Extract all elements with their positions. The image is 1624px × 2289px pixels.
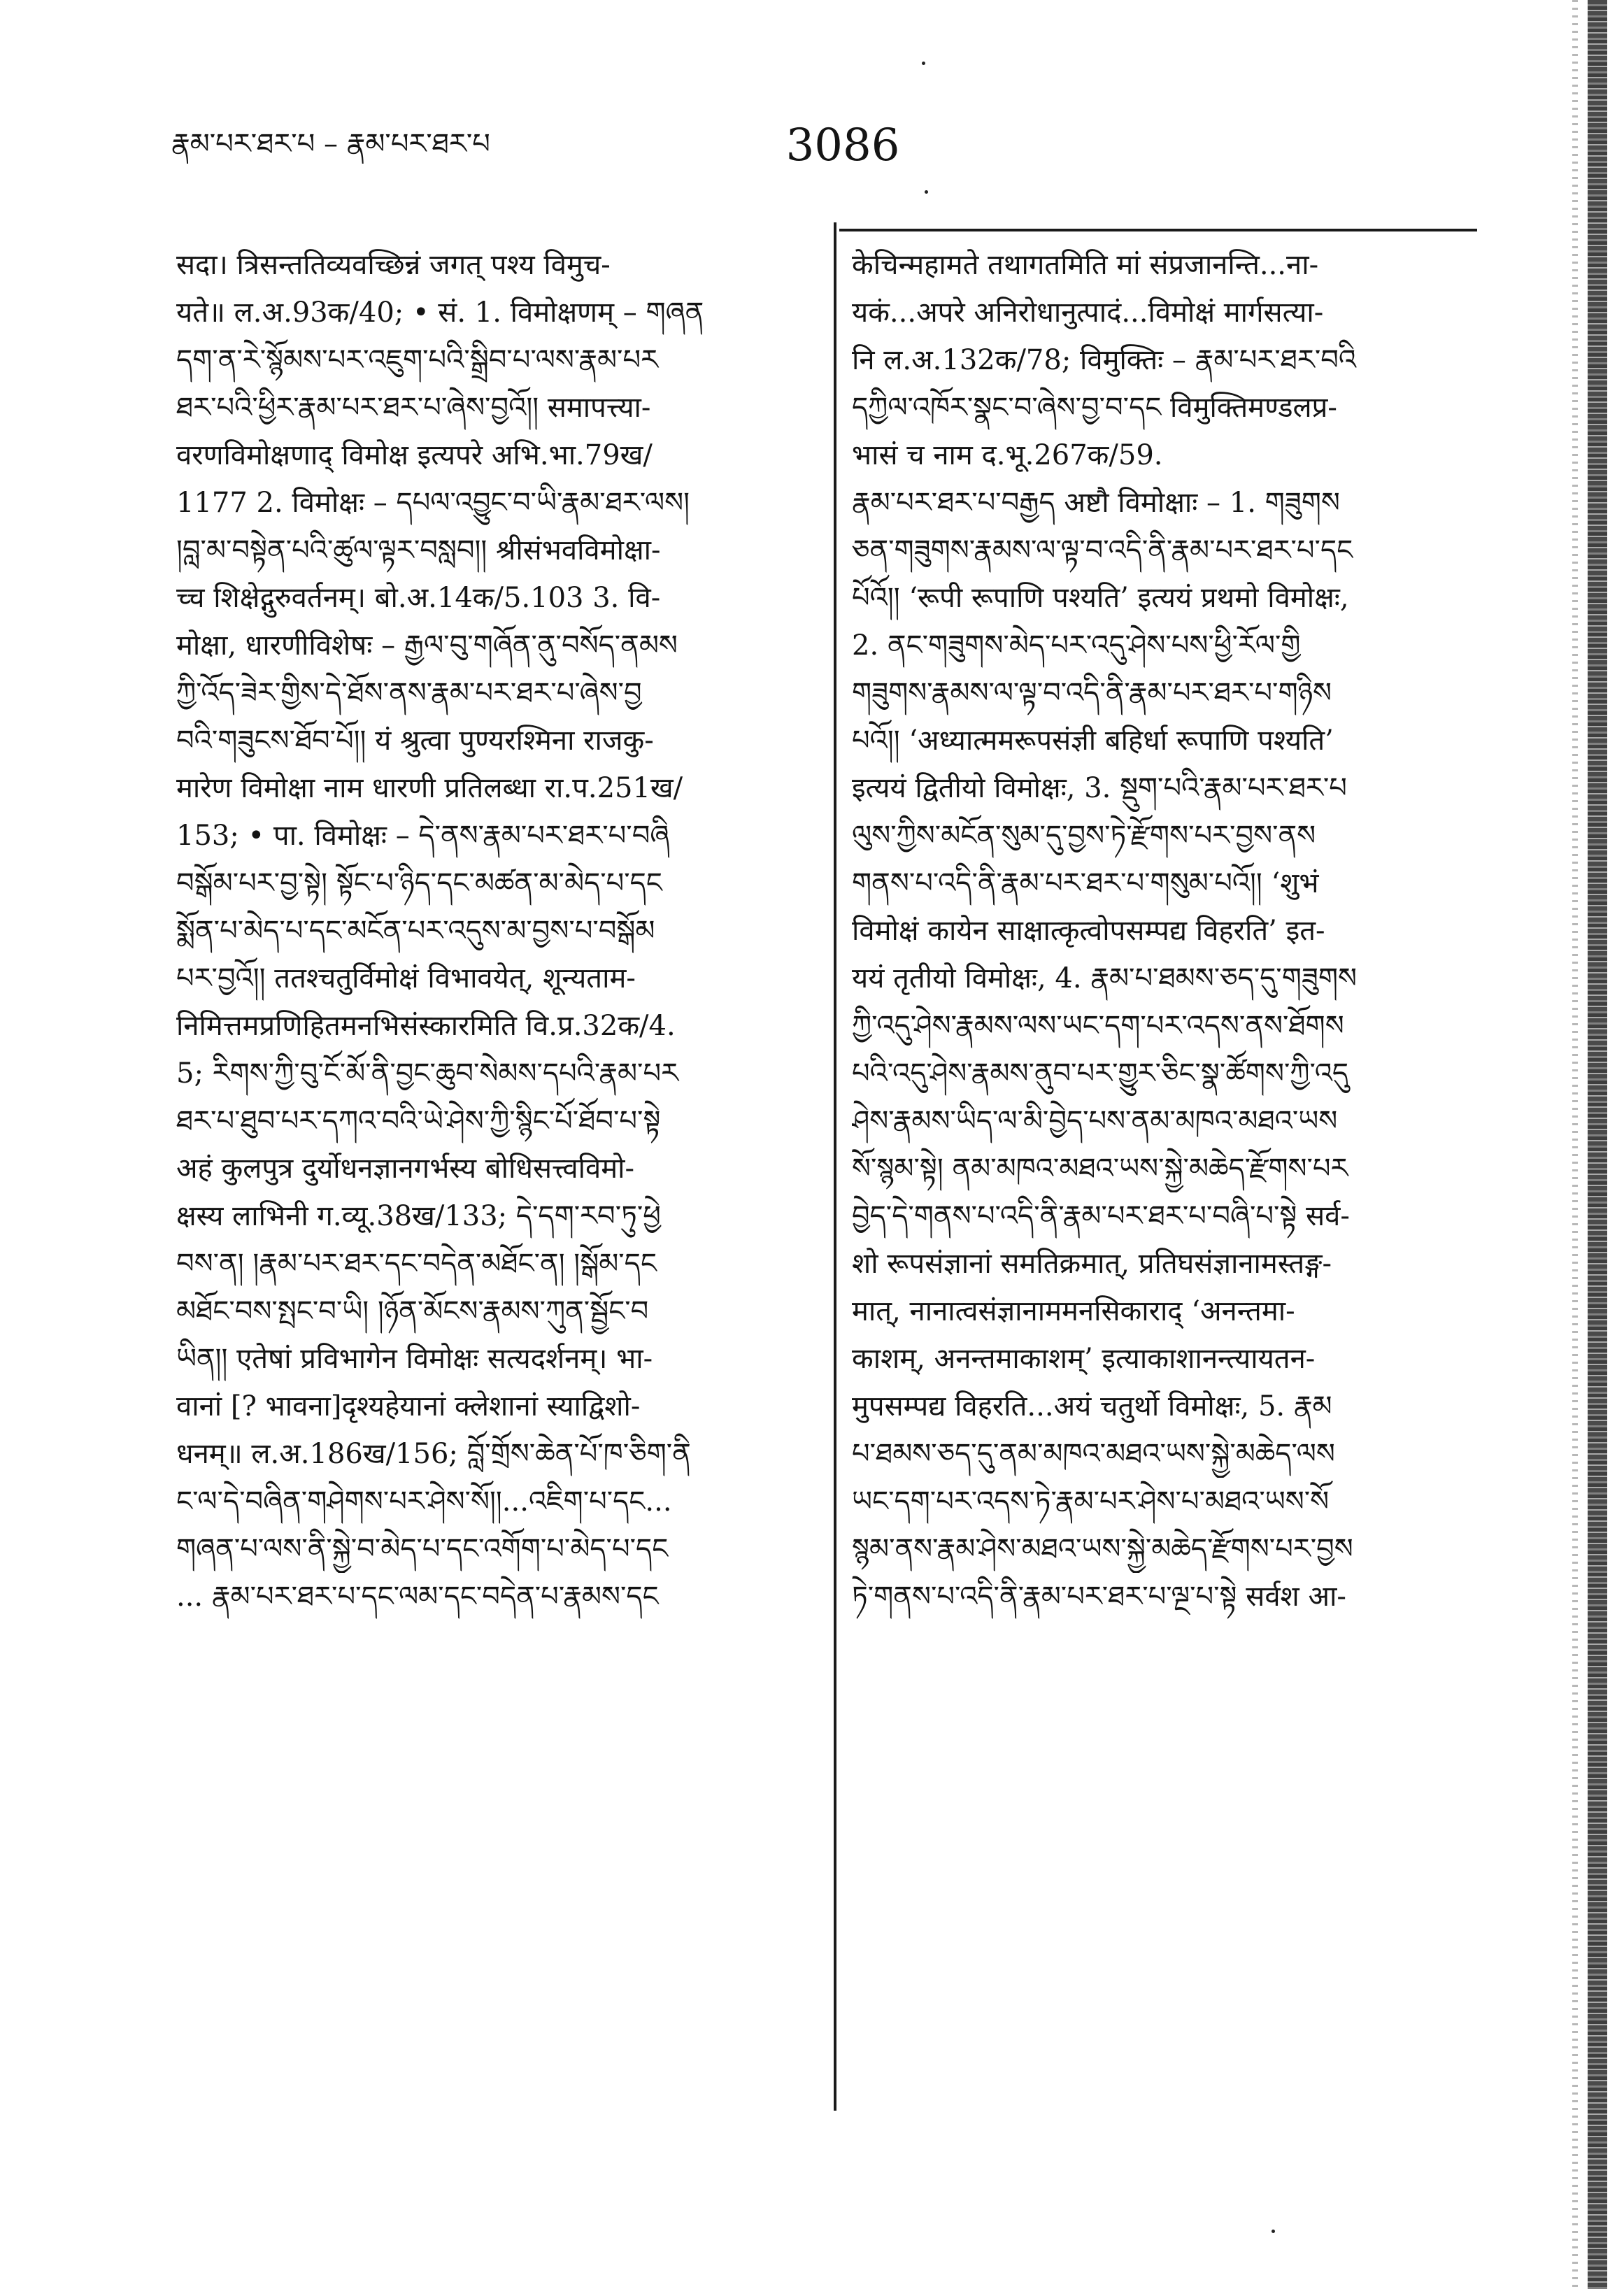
page-number: 3086 — [785, 120, 900, 171]
right-column-line: བྱེད་དེ་གནས་པ་འདི་ནི་རྣམ་པར་ཐར་པ་བཞི་པ་སྟེ सर्व- — [852, 1200, 1350, 1232]
right-column-line: ཀྱི་འདུ་ཤེས་རྣམས་ལས་ཡང་དག་པར་འདས་ནས་ཐོགས — [852, 1010, 1344, 1042]
right-column-line: इत्ययं द्वितीयो विमोक्षः, 3. སྡུག་པའི་རྣམ་པར་ཐར་པ — [852, 772, 1347, 804]
right-column-line: གཟུགས་རྣམས་ལ་ལྟ་བ་འདི་ནི་རྣམ་པར་ཐར་པ་གཉིས — [852, 677, 1332, 709]
right-column-line: དཀྱིལ་འཁོར་སྣང་བ་ཞེས་བྱ་བ་དང विमुक्तिमण्डलप्र- — [852, 392, 1337, 424]
left-column-line: मारेण विमोक्षा नाम धारणी प्रतिलब्धा रा.प.251ख/ — [176, 772, 683, 804]
left-column-line: ཐར་པ་ཐུབ་པར་དཀའ་བའི་ཡེ་ཤེས་ཀྱི་སྙིང་པོ་ཐོབ་པ་སྟེ — [176, 1105, 661, 1137]
right-column-line: मुपसम्पद्य विहरति...अयं चतुर्थो विमोक्षः, 5. རྣམ — [852, 1390, 1332, 1422]
right-column-line: यकं...अपरे अनिरोधानुत्पादं...विमोक्षं मार्गसत्या- — [852, 297, 1324, 329]
column-divider — [834, 222, 836, 2111]
running-head: རྣམ་པར་ཐར་པ – རྣམ་པར་ཐར་པ — [171, 128, 490, 160]
right-column-line: शो रूपसंज्ञानां समतिक्रमात्, प्रतिघसंज्ञानामस्तङ्ग- — [852, 1248, 1332, 1280]
left-column-line: सदा। त्रिसन्ततिव्यवच्छिन्नं जगत् पश्य विमुच- — [176, 249, 611, 281]
left-column-line: मोक्षा, धारणीविशेषः – རྒྱལ་བུ་གཞོན་ནུ་བསོད་ནམས — [176, 629, 678, 662]
right-column-line: काशम्, अनन्तमाकाशम्’ इत्याकाशानन्त्यायतन- — [852, 1343, 1316, 1375]
right-column-line: པ་ཐམས་ཅད་དུ་ནམ་མཁའ་མཐའ་ཡས་སྐྱེ་མཆེད་ལས — [852, 1438, 1335, 1470]
left-column-line: धनम्॥ ल.अ.186ख/156; བློ་གྲོས་ཆེན་པོ་ཁ་ཅིག་ནི — [176, 1438, 691, 1470]
right-column-line: नि ल.अ.132क/78; विमुक्तिः – རྣམ་པར་ཐར་བའི — [852, 344, 1357, 376]
right-column-line: विमोक्षं कायेन साक्षात्कृत्वोपसम्पद्य विहरति’ इत- — [852, 915, 1325, 947]
left-column-line: क्षस्य लाभिनी ग.व्यू.38ख/133; དེ་དག་རབ་ཏུ་ཕྱེ — [176, 1200, 661, 1232]
left-column-line: वानां [? भावना]दृश्यहेयानां क्लेशानां स्याद्विशो- — [176, 1390, 641, 1422]
right-column-line: मात्, नानात्वसंज्ञानाममनसिकाराद् ‘अनन्तमा- — [852, 1295, 1295, 1327]
right-column-line: ཡང་དག་པར་འདས་ཏེ་རྣམ་པར་ཤེས་པ་མཐའ་ཡས་སོ — [852, 1485, 1330, 1518]
right-column-line: केचिन्महामते तथागतमिति मां संप्रजानन्ति...ना- — [852, 249, 1319, 281]
left-column-line: ཐར་པའི་ཕྱིར་རྣམ་པར་ཐར་པ་ཞེས་བྱའོ།། समापत्त्या- — [176, 392, 651, 424]
right-column-top-rule — [839, 229, 1477, 231]
right-column-line: པའོ།། ‘अध्यात्ममरूपसंज्ञी बहिर्धा रूपाणि पश्यति’ — [852, 725, 1334, 757]
left-column-line: མཐོང་བས་སྤང་བ་ཡི། །ཉོན་མོངས་རྣམས་ཀུན་སྦྱོང་བ — [176, 1295, 649, 1327]
right-column — [852, 241, 1481, 1620]
left-column-line: པར་བྱའོ།། ततश्चतुर्विमोक्षं विभावयेत्, शून्यताम- — [176, 962, 636, 994]
scan-speck — [1272, 2230, 1275, 2233]
left-column-line: ཡིན།། एतेषां प्रविभागेन विमोक्षः सत्यदर्शनम्। भा- — [176, 1343, 653, 1375]
left-column — [176, 241, 792, 1620]
left-column-line: च्च शिक्षेद्गुरुवर्तनम्। बो.अ.14क/5.103 3. वि- — [176, 582, 661, 614]
left-column-line: དག་ན་རེ་སྙོམས་པར་འཇུག་པའི་སྒྲིབ་པ་ལས་རྣམ་པར — [176, 344, 658, 376]
right-column-line: པོའོ།། ‘रूपी रूपाणि पश्यति’ इत्ययं प्रथमो विमोक्षः, — [852, 582, 1349, 614]
right-column-line: ལུས་ཀྱིས་མངོན་སུམ་དུ་བྱས་ཏེ་རྫོགས་པར་བྱས་ནས — [852, 820, 1316, 852]
left-column-line: བསྒོམ་པར་བྱ་སྟེ། སྟོང་པ་ཉིད་དང་མཚན་མ་མེད་པ་དང — [176, 867, 662, 899]
scan-speck — [925, 190, 928, 194]
left-column-line: 1177 2. विमोक्षः – དཔལ་འབྱུང་བ་ཡི་རྣམ་ཐར་ལས། — [176, 487, 690, 519]
right-column-line: भासं च नाम द.भू.267क/59. — [852, 439, 1163, 471]
scan-edge-shadow — [1588, 0, 1607, 2289]
right-column-line: སྙམ་ནས་རྣམ་ཤེས་མཐའ་ཡས་སྐྱེ་མཆེད་རྫོགས་པར་བྱས — [852, 1533, 1353, 1565]
left-column-line: བས་ན། །རྣམ་པར་ཐར་དང་བདེན་མཐོང་ན། །སྒོམ་དང — [176, 1248, 657, 1280]
left-column-line: ཀྱི་འོད་ཟེར་གྱིས་དེ་ཐོས་ནས་རྣམ་པར་ཐར་པ་ཞེས་བྱ — [176, 677, 642, 709]
left-column-line: 153; • पा. विमोक्षः – དེ་ནས་རྣམ་པར་ཐར་པ་བཞི — [176, 820, 670, 852]
scan-edge-highlight — [1572, 0, 1578, 2289]
left-column-line: ... རྣམ་པར་ཐར་པ་དང་ལམ་དང་བདེན་པ་རྣམས་དང — [176, 1581, 659, 1613]
right-column-line: ययं तृतीयो विमोक्षः, 4. རྣམ་པ་ཐམས་ཅད་དུ་གཟུགས — [852, 962, 1357, 994]
right-column-line: རྣམ་པར་ཐར་པ་བརྒྱད अष्टौ विमोक्षाः – 1. གཟུགས — [852, 487, 1340, 519]
left-column-line: अहं कुलपुत्र दुर्योधनज्ञानगर्भस्य बोधिसत्त्वविमो- — [176, 1153, 635, 1185]
right-column-line: པའི་འདུ་ཤེས་རྣམས་ནུབ་པར་གྱུར་ཅིང་སྣ་ཚོགས་ཀྱི་འདུ — [852, 1057, 1349, 1090]
right-column-line: ཅན་གཟུགས་རྣམས་ལ་ལྟ་བ་འདི་ནི་རྣམ་པར་ཐར་པ་དང — [852, 534, 1353, 566]
left-column-line: གཞན་པ་ལས་ནི་སྐྱེ་བ་མེད་པ་དང་འགོག་པ་མེད་པ་དང — [176, 1533, 669, 1565]
left-column-line: །བླ་མ་བསྟེན་པའི་ཚུལ་ལྟར་བསླབ།། श्रीसंभवविमोक्षा- — [176, 534, 661, 566]
left-column-line: སྨོན་པ་མེད་པ་དང་མངོན་པར་འདུས་མ་བྱས་པ་བསྒོམ — [176, 915, 655, 947]
left-column-line: निमित्तमप्रणिहितमनभिसंस्कारमिति वि.प्र.32क/4. — [176, 1010, 676, 1042]
right-column-line: སོ་སྙམ་སྟེ། ནམ་མཁའ་མཐའ་ཡས་སྐྱེ་མཆེད་རྫོགས་པར — [852, 1153, 1348, 1185]
left-column-line: वरणविमोक्षणाद् विमोक्ष इत्यपरे अभि.भा.79ख/ — [176, 439, 653, 471]
right-column-line: ཤེས་རྣམས་ཡིད་ལ་མི་བྱེད་པས་ནམ་མཁའ་མཐའ་ཡས — [852, 1105, 1338, 1137]
right-column-line: ཏེ་གནས་པ་འདི་ནི་རྣམ་པར་ཐར་པ་ལྔ་པ་སྟེ सर्वश आ- — [852, 1581, 1346, 1613]
right-column-line: གནས་པ་འདི་ནི་རྣམ་པར་ཐར་པ་གསུམ་པའོ།། ‘शुभं — [852, 867, 1319, 899]
left-column-line: ང་ལ་དེ་བཞིན་གཤེགས་པར་ཤེས་སོ།།...འཇིག་པ་དང... — [176, 1485, 672, 1518]
scan-speck — [922, 62, 925, 65]
right-column-line: 2. ནང་གཟུགས་མེད་པར་འདུ་ཤེས་པས་ཕྱི་རོལ་གྱི — [852, 629, 1301, 662]
left-column-line: यते॥ ल.अ.93क/40; • सं. 1. विमोक्षणम् – གཞན — [176, 297, 704, 329]
left-column-line: བའི་གཟུངས་ཐོབ་པོ།། यं श्रुत्वा पुण्यरश्मिना राजकु- — [176, 725, 654, 757]
left-column-line: 5; རིགས་ཀྱི་བུ་ངོ་མོ་ནི་བྱང་ཆུབ་སེམས་དཔའི་རྣམ་པར — [176, 1057, 678, 1090]
